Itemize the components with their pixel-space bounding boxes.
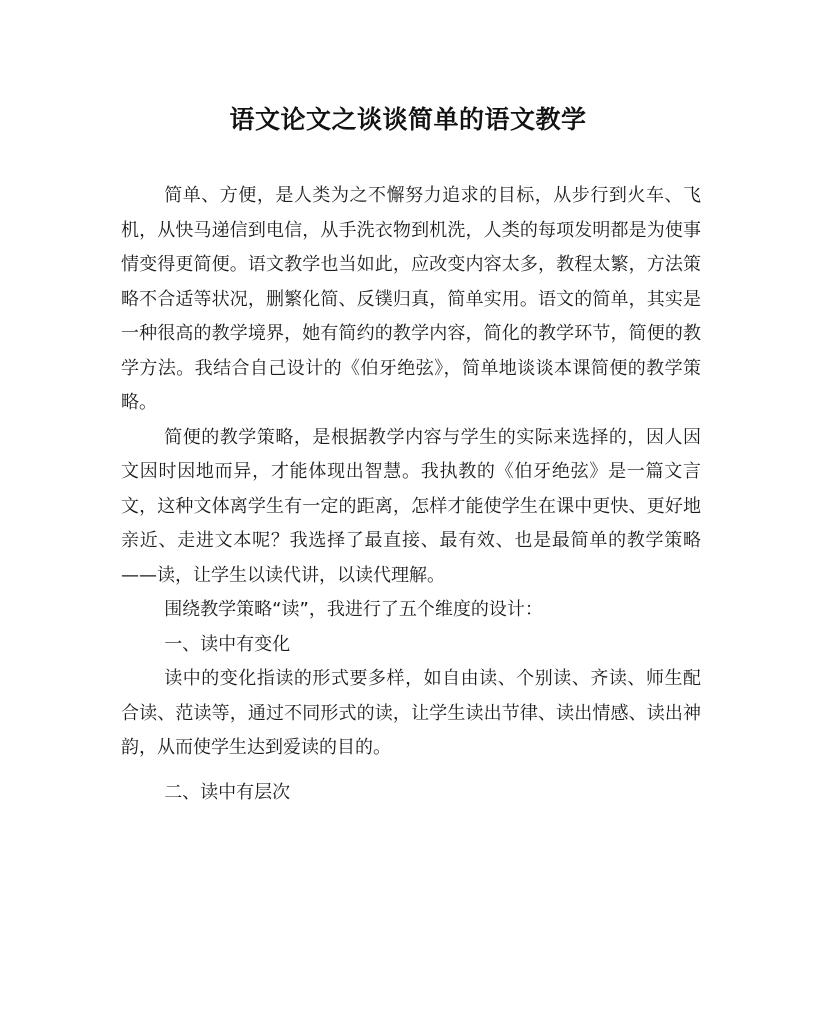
- paragraph-intro: 简单、方便，是人类为之不懈努力追求的目标，从步行到火车、飞机，从快马递信到电信，从手洗衣物到机洗，人类的每项发明都是为使事情变得更简便。语文教学也当如此，应改变内容太多，教程太繁，方法策略不合适等状况，删繁化简、反镤归真，简单实用。语文的简单，其实是一种很高的教学境界，她有简约的教学内容，简化的教学环节，简便的教学方法。我结合自己设计的《伯牙绝弦》，简单地谈谈本课简便的教学策略。: [121, 185, 701, 413]
- document-body: [121, 179, 701, 810]
- document-title: 语文论文之谈谈简单的语文教学: [229, 105, 587, 134]
- section-heading-2: 二、读中有层次: [164, 781, 291, 803]
- paragraph-strategy: 简便的教学策略，是根据教学内容与学生的实际来选择的，因人因文因时因地而异，才能体现出智慧。我执教的《伯牙绝弦》是一篇文言文，这种文体离学生有一定的距离，怎样才能使学生在课中更快、更好地亲近、走进文本呢？我选择了最直接、最有效、也是最简单的教学策略——读，让学生以读代讲，以读代理解。: [121, 426, 701, 586]
- paragraph-dimensions: 围绕教学策略“读”，我进行了五个维度的设计：: [164, 599, 543, 620]
- paragraph-variation: 读中的变化指读的形式要多样，如自由读、个别读、齐读、师生配合读、范读等，通过不同形式的读，让学生读出节律、读出情感、读出神韵，从而使学生达到爱读的目的。: [121, 668, 701, 758]
- section-heading-1: 一、读中有变化: [164, 633, 291, 655]
